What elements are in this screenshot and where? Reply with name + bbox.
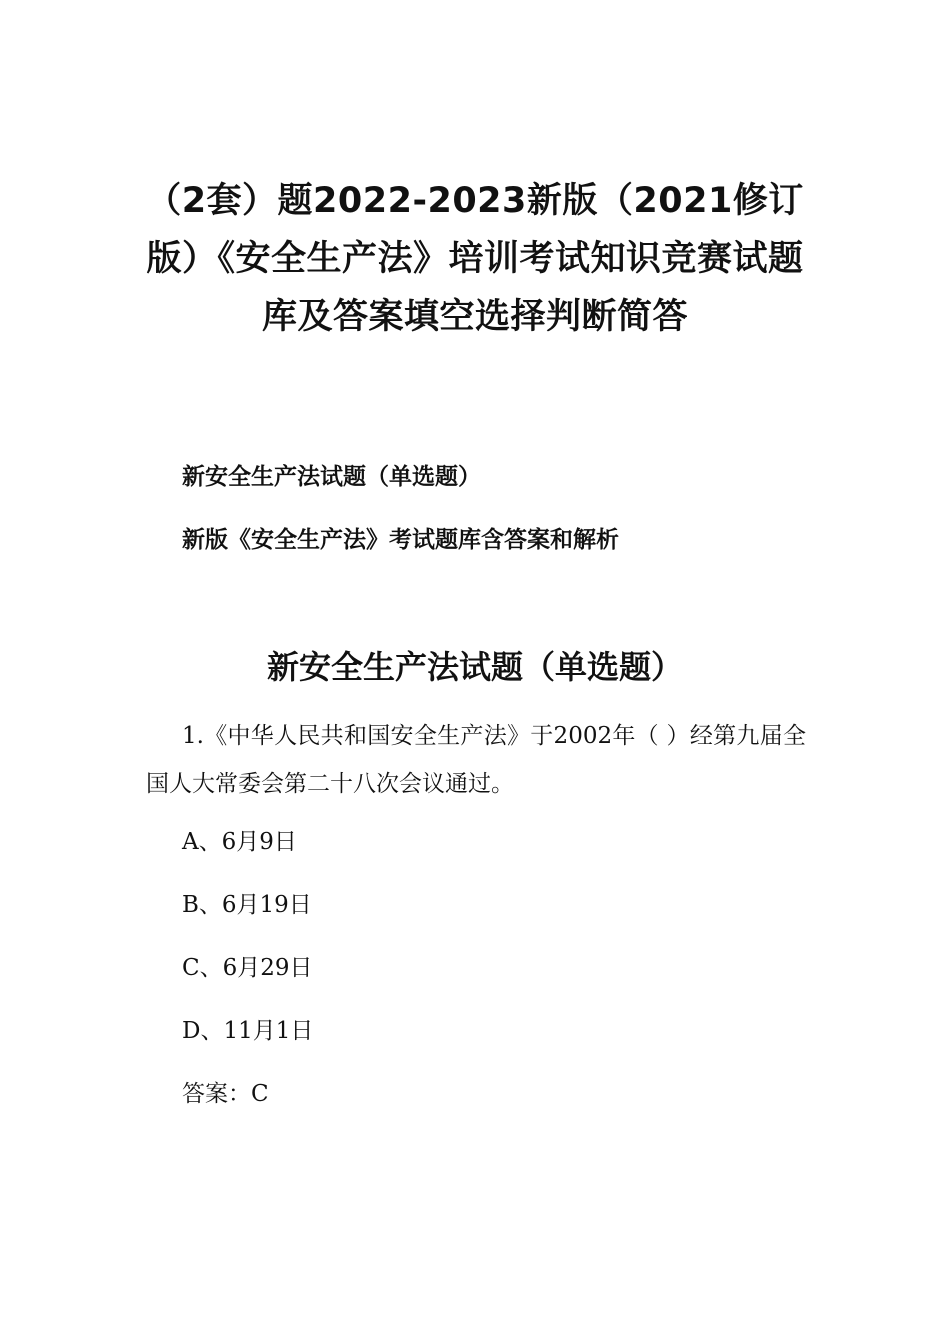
option-d: D、11月1日 (182, 1018, 314, 1044)
option-a: A、6月9日 (182, 829, 297, 855)
section-heading: 新安全生产法试题（单选题） (266, 648, 683, 686)
question-text: 1.《中华人民共和国安全生产法》于2002年（ ）经第九届全国人大常委会第二十八次会议通过。 (146, 723, 806, 797)
toc-item-exam-bank: 新版《安全生产法》考试题库含答案和解析 (182, 526, 619, 553)
answer-line: 答案：C (182, 1081, 269, 1107)
option-b: B、6月19日 (182, 892, 312, 918)
toc-item-single-choice: 新安全生产法试题（单选题） (182, 463, 481, 490)
document-title: （2套）题2022-2023新版（2021修订版）《安全生产法》培训考试知识竞赛试题库及答案填空选择判断简答 (146, 181, 804, 337)
option-c: C、6月29日 (182, 955, 313, 981)
